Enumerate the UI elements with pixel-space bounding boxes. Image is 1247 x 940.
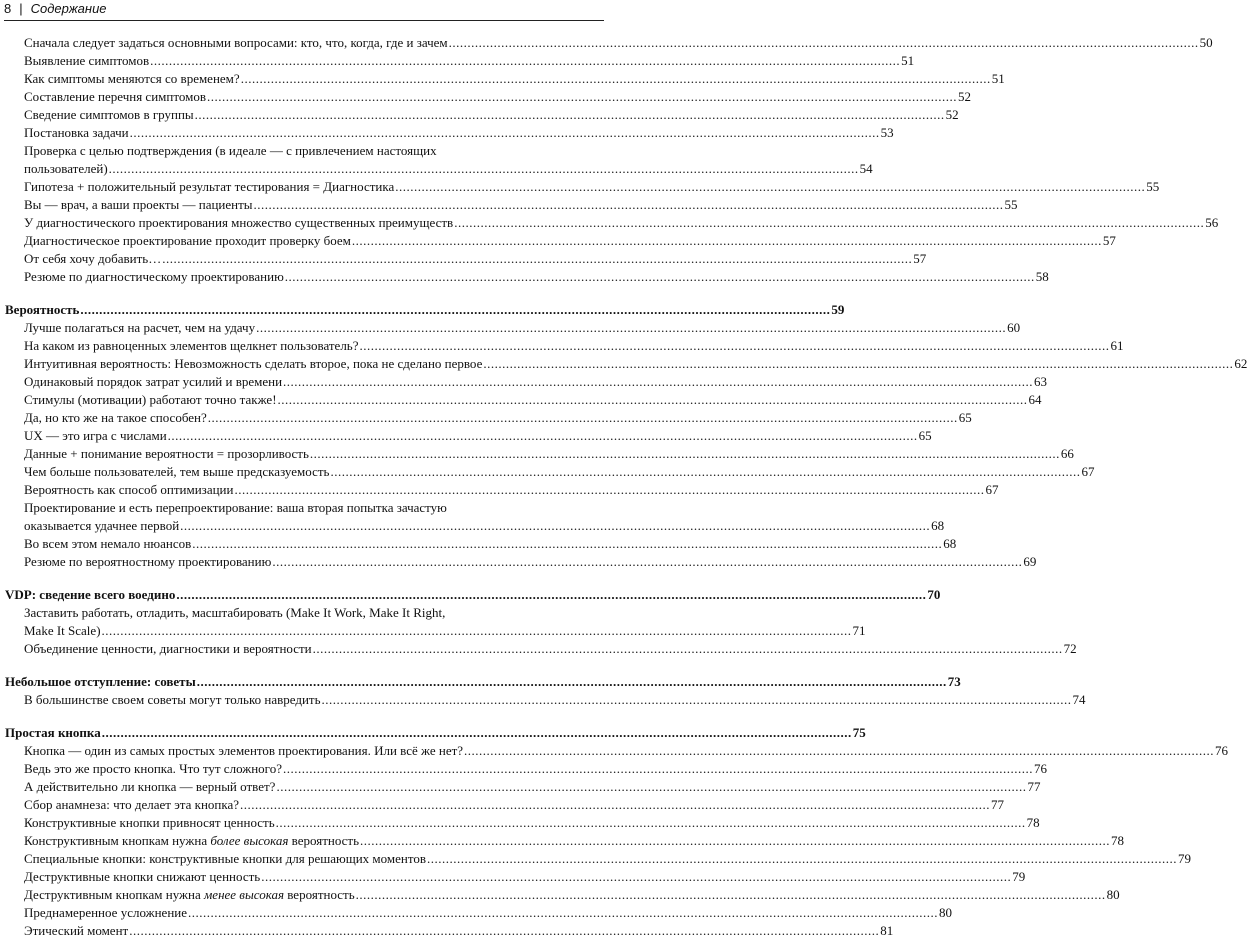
toc-entry-title: А действительно ли кнопка — верный ответ? <box>24 779 276 794</box>
dot-leader <box>188 904 938 922</box>
dot-leader <box>176 586 926 604</box>
toc-section-entry[interactable] <box>24 250 927 268</box>
toc-entry-line <box>24 904 953 922</box>
toc-section-entry[interactable] <box>24 178 1160 196</box>
toc-entry-title: Диагностическое проектирование проходит проверку боем <box>24 233 351 248</box>
toc-section-entry[interactable] <box>24 481 999 499</box>
dot-leader <box>278 391 1028 409</box>
toc-entry-line <box>24 88 971 106</box>
table-of-contents <box>0 34 1247 940</box>
toc-entry-line <box>24 178 1160 196</box>
toc-entry-line <box>24 832 1125 850</box>
toc-section-entry[interactable] <box>24 604 866 640</box>
toc-section-entry[interactable] <box>24 232 1116 250</box>
toc-entry-title: Make It Scale) <box>24 623 101 638</box>
toc-entry-title: Гипотеза + положительный результат тестирования = Диагностика <box>24 179 395 194</box>
toc-entry-page-number: 61 <box>1110 338 1124 353</box>
toc-entry-line <box>24 124 894 142</box>
toc-entry-title: пользователей) <box>24 161 108 176</box>
dot-leader <box>283 760 1033 778</box>
toc-entry-title: Лучше полагаться на расчет, чем на удачу <box>24 320 256 335</box>
toc-entry-title: Постановка задачи <box>24 125 129 140</box>
toc-entry-page-number: 51 <box>991 71 1005 86</box>
dot-leader <box>322 691 1072 709</box>
toc-entry-line <box>24 922 894 940</box>
toc-entry-page-number: 57 <box>1102 233 1116 248</box>
toc-entry-page-number: 67 <box>985 482 999 497</box>
dot-leader <box>276 814 1026 832</box>
toc-entry-line <box>24 814 1040 832</box>
toc-entry-title: Как симптомы меняются со временем? <box>24 71 240 86</box>
toc-section-entry[interactable] <box>24 214 1219 232</box>
toc-entry-line <box>24 214 1219 232</box>
toc-entry-line <box>24 319 1021 337</box>
toc-entry-title: Деструктивные кнопки снижают ценность <box>24 869 261 884</box>
dot-leader <box>168 427 918 445</box>
toc-entry-line <box>24 517 945 535</box>
toc-entry-line <box>24 640 1077 658</box>
toc-section-entry[interactable] <box>24 391 1042 409</box>
dot-leader <box>464 742 1214 760</box>
toc-entry-title: Небольшое отступление: советы <box>5 674 196 689</box>
toc-entry-line <box>24 373 1048 391</box>
dot-leader <box>180 517 930 535</box>
toc-entry-line <box>24 778 1041 796</box>
toc-entry-title: Объединение ценности, диагностики и вероятности <box>24 641 312 656</box>
dot-leader <box>360 832 1110 850</box>
dot-leader <box>241 70 991 88</box>
dot-leader <box>395 178 1145 196</box>
toc-section-entry[interactable] <box>24 760 1047 778</box>
dot-leader <box>427 850 1177 868</box>
toc-entry-title: Кнопка — один из самых простых элементов проектирования. Или всё же нет? <box>24 743 464 758</box>
dot-leader <box>197 673 947 691</box>
toc-section-entry[interactable] <box>24 124 894 142</box>
dot-leader <box>102 724 852 742</box>
toc-entry-page-number: 72 <box>1063 641 1077 656</box>
dot-leader <box>102 622 852 640</box>
toc-entry-title: Да, но кто же на такое способен? <box>24 410 207 425</box>
toc-entry-title: Деструктивным кнопкам нужна менее высокая вероятность <box>24 887 355 902</box>
running-header <box>4 0 604 21</box>
toc-entry-title: Сбор анамнеза: что делает эта кнопка? <box>24 797 240 812</box>
toc-entry-page-number: 51 <box>901 53 915 68</box>
toc-section-entry[interactable] <box>24 691 1086 709</box>
toc-entry-page-number: 73 <box>947 674 961 689</box>
emphasis: менее высокая <box>204 887 284 902</box>
toc-entry-line <box>24 160 873 178</box>
toc-section-entry[interactable] <box>24 427 932 445</box>
toc-entry-title: Этический момент <box>24 923 129 938</box>
toc-section-entry[interactable] <box>24 337 1124 355</box>
toc-section-entry[interactable] <box>24 319 1021 337</box>
dot-leader <box>234 481 984 499</box>
toc-entry-page-number: 70 <box>927 587 941 602</box>
toc-entry-page-number: 71 <box>852 623 866 638</box>
toc-entry-line <box>24 553 1037 571</box>
toc-entry-line <box>24 52 915 70</box>
header-page-number: 8 <box>4 1 12 16</box>
toc-entry-line <box>24 268 1049 286</box>
toc-entry-title: VDP: сведение всего воедино <box>5 587 176 602</box>
toc-section-entry[interactable] <box>24 70 1005 88</box>
toc-section-entry[interactable] <box>24 868 1026 886</box>
dot-leader <box>109 160 859 178</box>
toc-entry-title: Специальные кнопки: конструктивные кнопки для решающих моментов <box>24 851 427 866</box>
toc-entry-page-number: 81 <box>880 923 894 938</box>
toc-entry-line <box>24 70 1005 88</box>
toc-chapter-entry[interactable] <box>5 586 941 604</box>
toc-entry-page-number: 54 <box>859 161 873 176</box>
toc-entry-line <box>24 232 1116 250</box>
emphasis: более высокая <box>210 833 289 848</box>
toc-section-entry[interactable] <box>24 832 1125 850</box>
dot-leader <box>130 124 880 142</box>
section-gap <box>0 709 608 724</box>
toc-entry-title: Во всем этом немало нюансов <box>24 536 192 551</box>
toc-entry-title: Вероятность <box>5 302 80 317</box>
toc-entry-line <box>24 886 1120 904</box>
toc-section-entry[interactable] <box>24 850 1192 868</box>
toc-section-entry[interactable] <box>24 196 1018 214</box>
toc-entry-page-number: 63 <box>1034 374 1048 389</box>
toc-entry-title: Простая кнопка <box>5 725 101 740</box>
toc-entry-page-number: 80 <box>1106 887 1120 902</box>
dot-leader <box>150 52 900 70</box>
toc-chapter-entry[interactable] <box>5 301 845 319</box>
dot-leader <box>240 796 990 814</box>
dot-leader <box>208 409 958 427</box>
toc-entry-page-number: 60 <box>1007 320 1021 335</box>
dot-leader <box>283 373 1033 391</box>
toc-entry-title: UX — это игра с числами <box>24 428 167 443</box>
toc-entry-page-number: 52 <box>957 89 971 104</box>
toc-entry-page-number: 68 <box>943 536 957 551</box>
toc-entry-line <box>24 355 1247 373</box>
toc-section-entry[interactable] <box>24 463 1095 481</box>
toc-entry-line <box>24 796 1005 814</box>
toc-section-entry[interactable] <box>24 373 1048 391</box>
toc-entry-page-number: 79 <box>1178 851 1192 866</box>
toc-entry-title: Конструктивным кнопкам нужна более высокая вероятность <box>24 833 360 848</box>
section-gap <box>0 286 608 301</box>
toc-entry-title: Резюме по диагностическому проектированию <box>24 269 284 284</box>
toc-section-entry[interactable] <box>24 34 1213 52</box>
dot-leader <box>129 922 879 940</box>
toc-entry-title: Выявление симптомов <box>24 53 150 68</box>
header-title: Содержание <box>30 1 107 16</box>
toc-entry-title: Вероятность как способ оптимизации <box>24 482 234 497</box>
toc-entry-title: Интуитивная вероятность: Невозможность сделать второе, пока не сделано первое <box>24 356 483 371</box>
toc-entry-page-number: 58 <box>1035 269 1049 284</box>
toc-entry-page-number: 80 <box>939 905 953 920</box>
toc-entry-line <box>24 250 927 268</box>
toc-chapter-entry[interactable] <box>5 673 961 691</box>
toc-section-entry[interactable] <box>24 778 1041 796</box>
toc-entry-line <box>5 673 961 691</box>
toc-entry-title: У диагностического проектирования множество существенных преимуществ <box>24 215 454 230</box>
toc-entry-title-line1: Заставить работать, отладить, масштабировать (Make It Work, Make It Right, <box>24 605 446 620</box>
toc-entry-page-number: 57 <box>913 251 927 266</box>
section-gap <box>0 658 608 673</box>
toc-entry-line <box>24 691 1086 709</box>
toc-entry-page-number: 65 <box>958 410 972 425</box>
toc-entry-title: Вы — врач, а ваши проекты — пациенты <box>24 197 253 212</box>
toc-entry-line <box>24 481 999 499</box>
dot-leader <box>352 232 1102 250</box>
toc-entry-title: Сначала следует задаться основными вопросами: кто, что, когда, где и зачем <box>24 35 448 50</box>
toc-entry-line <box>24 868 1026 886</box>
toc-section-entry[interactable] <box>24 922 894 940</box>
toc-entry-page-number: 67 <box>1081 464 1095 479</box>
toc-entry-line <box>24 445 1074 463</box>
toc-entry-page-number: 75 <box>852 725 866 740</box>
toc-entry-line <box>24 337 1124 355</box>
toc-entry-line <box>24 463 1095 481</box>
toc-entry-page-number: 52 <box>945 107 959 122</box>
dot-leader <box>285 268 1035 286</box>
toc-entry-page-number: 62 <box>1234 356 1247 371</box>
toc-entry-line <box>24 34 1213 52</box>
toc-entry-page-number: 56 <box>1205 215 1219 230</box>
toc-entry-title: Данные + понимание вероятности = прозорливость <box>24 446 309 461</box>
toc-entry-line <box>24 622 866 640</box>
toc-section-entry[interactable] <box>24 142 873 178</box>
dot-leader <box>256 319 1006 337</box>
toc-entry-line <box>24 535 957 553</box>
toc-entry-page-number: 64 <box>1028 392 1042 407</box>
toc-entry-page-number: 74 <box>1072 692 1086 707</box>
toc-entry-title-line1: Проверка с целью подтверждения (в идеале — с привлечением настоящих <box>24 143 437 158</box>
section-gap <box>0 571 608 586</box>
dot-leader <box>207 88 957 106</box>
toc-entry-title: В большинстве своем советы могут только навредить <box>24 692 321 707</box>
toc-entry-page-number: 55 <box>1146 179 1160 194</box>
toc-section-entry[interactable] <box>24 742 1229 760</box>
toc-entry-line <box>5 301 845 319</box>
toc-entry-title: Составление перечня симптомов <box>24 89 206 104</box>
toc-entry-page-number: 76 <box>1033 761 1047 776</box>
toc-section-entry[interactable] <box>24 355 1247 373</box>
toc-entry-line <box>5 586 941 604</box>
dot-leader <box>449 34 1199 52</box>
toc-entry-page-number: 69 <box>1023 554 1037 569</box>
dot-leader <box>192 535 942 553</box>
dot-leader <box>162 250 912 268</box>
toc-entry-line <box>24 196 1018 214</box>
toc-entry-page-number: 79 <box>1012 869 1026 884</box>
toc-section-entry[interactable] <box>24 640 1077 658</box>
toc-section-entry[interactable] <box>24 553 1037 571</box>
toc-section-entry[interactable] <box>24 814 1040 832</box>
toc-entry-page-number: 76 <box>1215 743 1229 758</box>
toc-entry-title: От себя хочу добавить… <box>24 251 162 266</box>
toc-entry-title: Одинаковый порядок затрат усилий и времени <box>24 374 283 389</box>
dot-leader <box>483 355 1233 373</box>
toc-entry-line <box>24 427 932 445</box>
toc-section-entry[interactable] <box>24 409 972 427</box>
toc-entry-page-number: 55 <box>1004 197 1018 212</box>
toc-section-entry[interactable] <box>24 886 1120 904</box>
toc-section-entry[interactable] <box>24 904 953 922</box>
toc-entry-page-number: 50 <box>1199 35 1213 50</box>
toc-entry-page-number: 77 <box>991 797 1005 812</box>
dot-leader <box>360 337 1110 355</box>
toc-section-entry[interactable] <box>24 445 1074 463</box>
dot-leader <box>254 196 1004 214</box>
dot-leader <box>454 214 1204 232</box>
dot-leader <box>310 445 1060 463</box>
dot-leader <box>330 463 1080 481</box>
toc-entry-title: Чем больше пользователей, тем выше предсказуемость <box>24 464 330 479</box>
toc-entry-line <box>24 742 1229 760</box>
toc-entry-page-number: 77 <box>1027 779 1041 794</box>
dot-leader <box>356 886 1106 904</box>
toc-entry-page-number: 53 <box>880 125 894 140</box>
toc-section-entry[interactable] <box>24 535 957 553</box>
toc-entry-line <box>24 850 1192 868</box>
toc-entry-title: На каком из равноценных элементов щелкнет пользователь? <box>24 338 359 353</box>
toc-entry-title: Преднамеренное усложнение <box>24 905 188 920</box>
toc-entry-page-number: 78 <box>1111 833 1125 848</box>
toc-entry-page-number: 65 <box>918 428 932 443</box>
dot-leader <box>276 778 1026 796</box>
toc-section-entry[interactable] <box>24 52 915 70</box>
toc-section-entry[interactable] <box>24 106 959 124</box>
toc-entry-page-number: 68 <box>931 518 945 533</box>
toc-entry-line <box>24 760 1047 778</box>
toc-entry-line <box>5 724 866 742</box>
toc-entry-line <box>24 391 1042 409</box>
toc-entry-title: Ведь это же просто кнопка. Что тут сложного? <box>24 761 282 776</box>
toc-entry-title: Сведение симптомов в группы <box>24 107 194 122</box>
toc-chapter-entry[interactable] <box>5 724 866 742</box>
header-separator: | <box>19 1 23 16</box>
toc-entry-page-number: 59 <box>831 302 845 317</box>
dot-leader <box>313 640 1063 658</box>
toc-entry-page-number: 66 <box>1060 446 1074 461</box>
toc-entry-title: Резюме по вероятностному проектированию <box>24 554 272 569</box>
dot-leader <box>80 301 830 319</box>
toc-section-entry[interactable] <box>24 268 1049 286</box>
toc-entry-title: оказывается удачнее первой <box>24 518 180 533</box>
toc-entry-title: Стимулы (мотивации) работают точно также! <box>24 392 277 407</box>
toc-entry-title-line1: Проектирование и есть перепроектирование: ваша вторая попытка зачастую <box>24 500 447 515</box>
dot-leader <box>195 106 945 124</box>
toc-section-entry[interactable] <box>24 88 971 106</box>
toc-entry-line <box>24 106 959 124</box>
toc-entry-line <box>24 409 972 427</box>
toc-section-entry[interactable] <box>24 499 945 535</box>
toc-entry-title: Конструктивные кнопки привносят ценность <box>24 815 275 830</box>
dot-leader <box>261 868 1011 886</box>
toc-entry-page-number: 78 <box>1026 815 1040 830</box>
dot-leader <box>272 553 1022 571</box>
toc-section-entry[interactable] <box>24 796 1005 814</box>
